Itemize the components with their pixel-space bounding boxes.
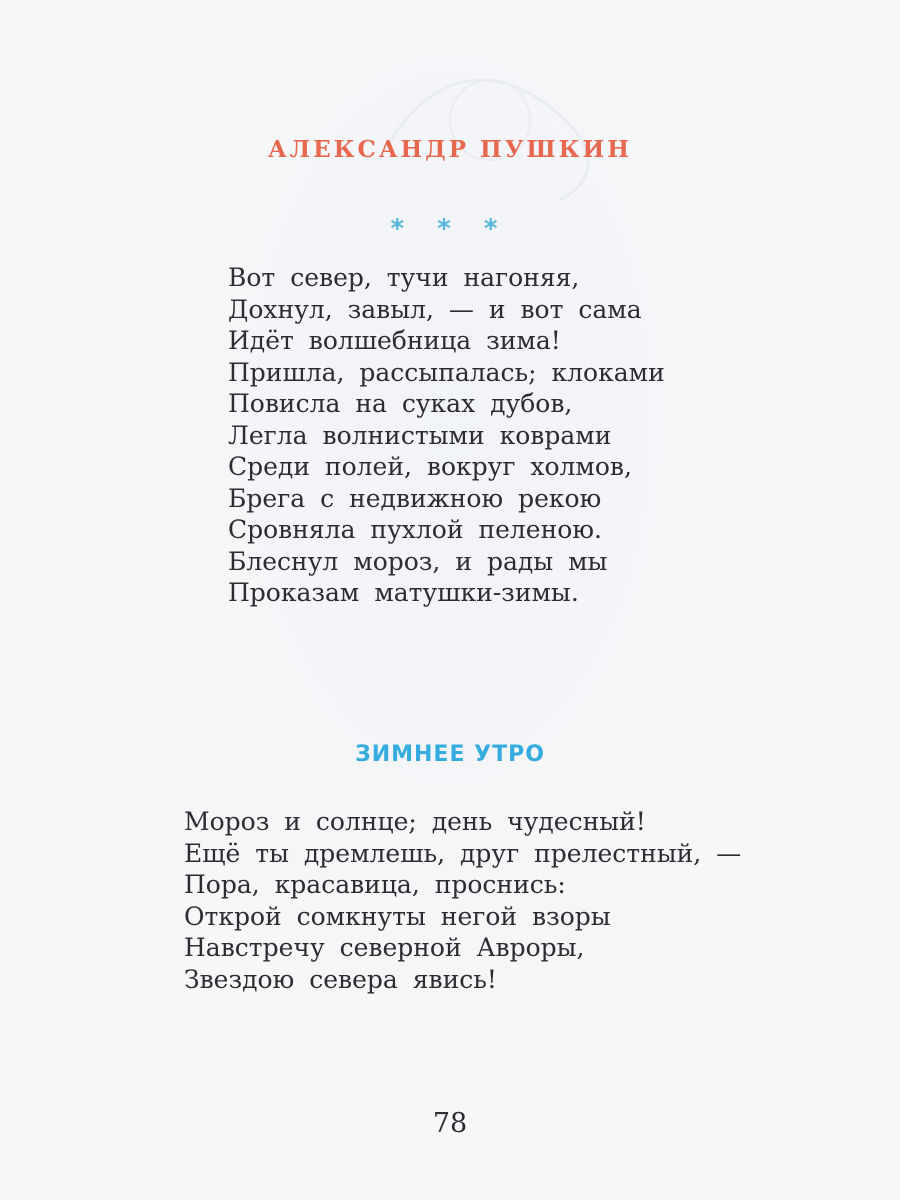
poem-line: Вот север, тучи нагоняя, xyxy=(228,263,580,292)
author-name: АЛЕКСАНДР ПУШКИН xyxy=(268,136,632,163)
poem-line: Звездою севера явись! xyxy=(184,964,497,994)
poem-line: Пришла, рассыпалась; клоками xyxy=(228,357,665,387)
poem-line: Дохнул, завыл, — и вот сама xyxy=(228,294,642,324)
background-illustration xyxy=(360,40,620,220)
poem-line: Навстречу северной Авроры, xyxy=(184,933,585,962)
poem-line: Идёт волшебница зима! xyxy=(228,326,561,355)
poem-line: Брега с недвижною рекою xyxy=(228,483,602,513)
poem-asterisk-title: * * * xyxy=(390,214,510,244)
poem-line: Среди полей, вокруг холмов, xyxy=(228,452,632,481)
poem-title-winter-morning: ЗИМНЕЕ УТРО xyxy=(355,742,545,767)
poem-line: Проказам матушки-зимы. xyxy=(228,578,579,607)
poem-line: Сровняла пухлой пеленою. xyxy=(228,515,602,544)
poem-line: Ещё ты дремлешь, друг прелестный, — xyxy=(184,838,742,868)
poem-line: Легла волнистыми коврами xyxy=(228,420,612,450)
poem-line: Мороз и солнце; день чудесный! xyxy=(184,807,646,836)
poem-line: Повисла на суках дубов, xyxy=(228,389,573,418)
poem-verse-2 xyxy=(184,806,741,995)
page-number: 78 xyxy=(432,1108,468,1139)
poem-line: Блеснул мороз, и рады мы xyxy=(228,546,608,576)
poem-verse-1 xyxy=(228,262,665,609)
poem-line: Пора, красавица, проснись: xyxy=(184,870,566,899)
poem-line: Открой сомкнуты негой взоры xyxy=(184,901,611,931)
